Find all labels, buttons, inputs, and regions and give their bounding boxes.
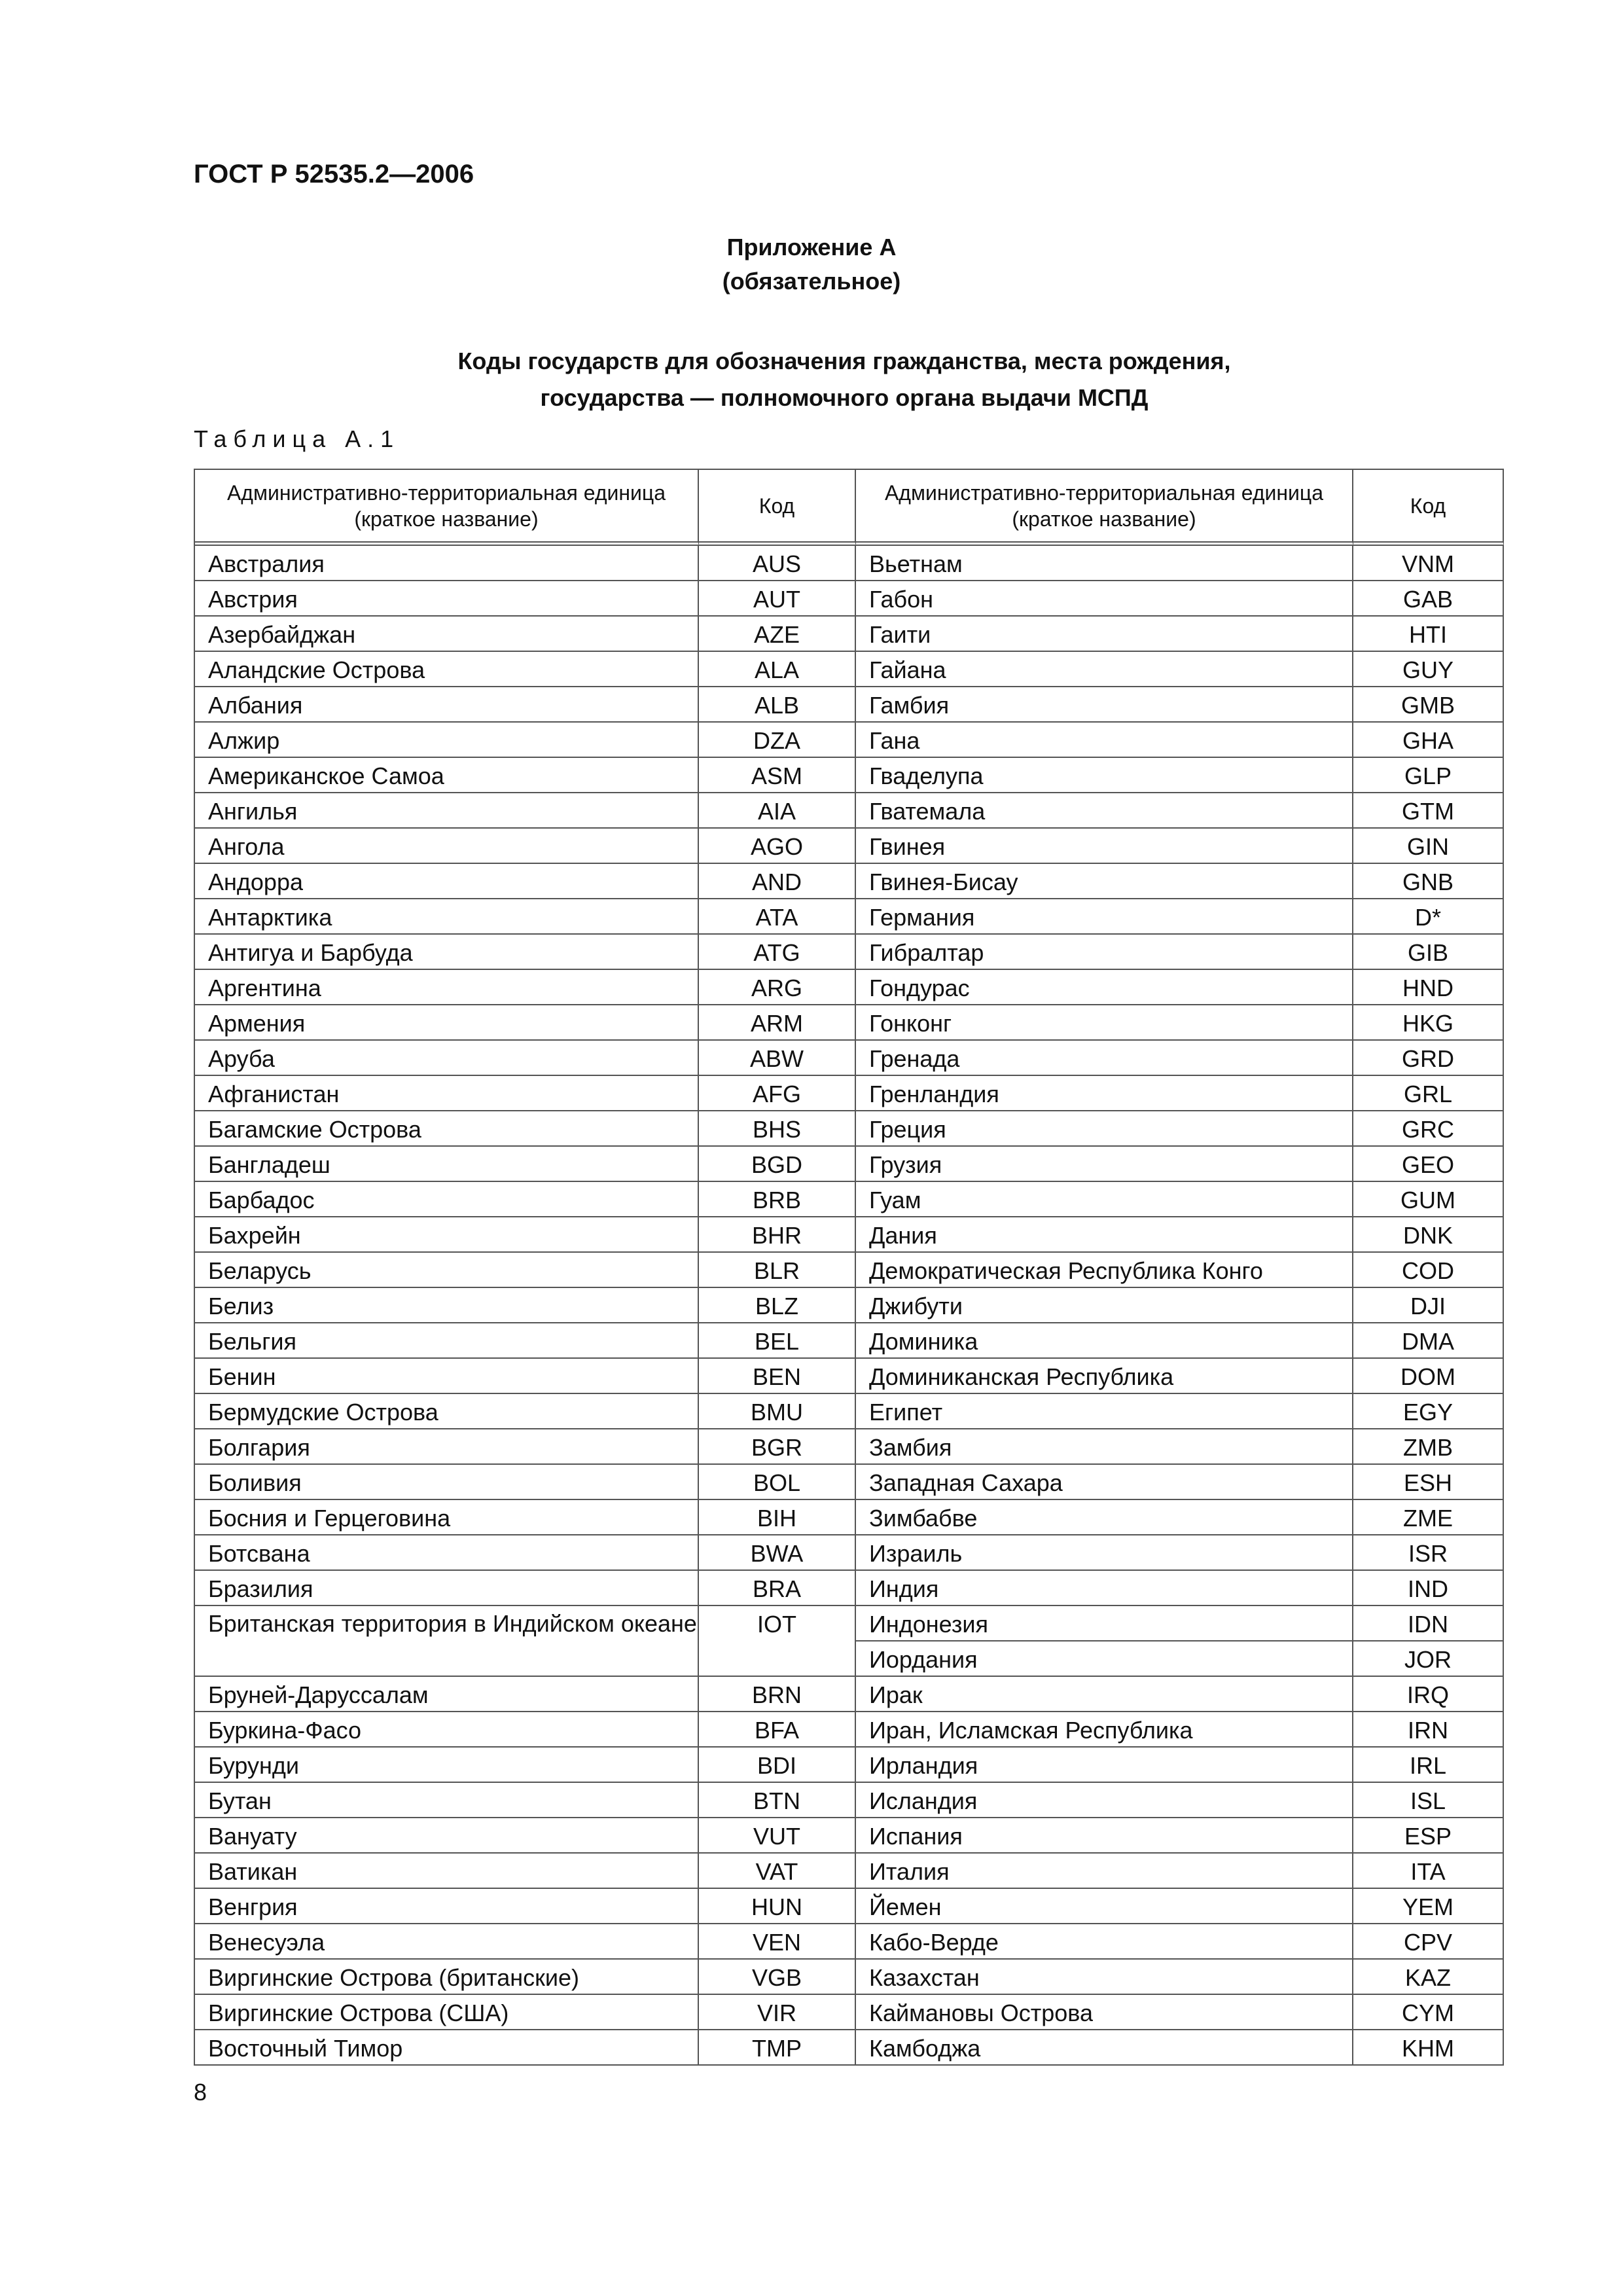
cell-code-right: YEM	[1353, 1889, 1504, 1924]
cell-name-right: Дания	[856, 1217, 1353, 1253]
cell-name-left: Ангилья	[195, 793, 699, 829]
table-row	[195, 1677, 1504, 1712]
cell-name-left: Аруба	[195, 1041, 699, 1076]
cell-code-left: BHS	[699, 1111, 856, 1147]
table-row	[195, 1182, 1504, 1217]
cell-code-left: VGB	[699, 1960, 856, 1995]
appendix-title: Приложение А	[726, 234, 897, 260]
cell-code-left: BGR	[699, 1429, 856, 1465]
table-row	[195, 1429, 1504, 1465]
cell-code-left: BDI	[699, 1748, 856, 1783]
cell-name-left: Болгария	[195, 1429, 699, 1465]
cell-name-right: Германия	[856, 899, 1353, 935]
cell-name-left: Албания	[195, 687, 699, 723]
cell-code-right: GHA	[1353, 723, 1504, 758]
cell-code-right: GAB	[1353, 581, 1504, 617]
cell-code-left: BLR	[699, 1253, 856, 1288]
appendix-status: (обязательное)	[722, 268, 901, 295]
cell-name-left: Андорра	[195, 864, 699, 899]
cell-name-right: Зимбабве	[856, 1500, 1353, 1535]
cell-code-left: BHR	[699, 1217, 856, 1253]
cell-name-right: Западная Сахара	[856, 1465, 1353, 1500]
cell-code-left: BOL	[699, 1465, 856, 1500]
cell-name-left: Буркина-Фасо	[195, 1712, 699, 1748]
cell-name-right: Гренландия	[856, 1076, 1353, 1111]
table-row	[195, 2030, 1504, 2066]
table-row	[195, 687, 1504, 723]
cell-name-right: Испания	[856, 1818, 1353, 1854]
cell-name-right: Гваделупа	[856, 758, 1353, 793]
cell-code-left: ARG	[699, 970, 856, 1005]
cell-name-left: Бразилия	[195, 1571, 699, 1606]
cell-code-left: ATG	[699, 935, 856, 970]
table-row	[195, 1748, 1504, 1783]
cell-code-left: BRA	[699, 1571, 856, 1606]
table-row	[195, 1394, 1504, 1429]
cell-code-left: BEN	[699, 1359, 856, 1394]
cell-code-right: DOM	[1353, 1359, 1504, 1394]
table-row	[195, 1288, 1504, 1323]
cell-code-right: GRD	[1353, 1041, 1504, 1076]
cell-code-right: ITA	[1353, 1854, 1504, 1889]
cell-name-right: Кабо-Верде	[856, 1924, 1353, 1960]
cell-name-left: Ботсвана	[195, 1535, 699, 1571]
table-row	[195, 793, 1504, 829]
cell-name-left: Аргентина	[195, 970, 699, 1005]
table-row	[195, 1147, 1504, 1182]
cell-code-right: IRN	[1353, 1712, 1504, 1748]
cell-name-left: Афганистан	[195, 1076, 699, 1111]
table-row	[195, 1041, 1504, 1076]
cell-name-right: Гайана	[856, 652, 1353, 687]
cell-name-right: Гамбия	[856, 687, 1353, 723]
cell-code-right: GIN	[1353, 829, 1504, 864]
cell-code-right: COD	[1353, 1253, 1504, 1288]
cell-code-right: GRC	[1353, 1111, 1504, 1147]
table-row	[195, 1995, 1504, 2030]
cell-code-left: DZA	[699, 723, 856, 758]
cell-name-left: Восточный Тимор	[195, 2030, 699, 2066]
cell-name-right: Йемен	[856, 1889, 1353, 1924]
appendix-block	[0, 230, 1623, 298]
country-codes-table	[194, 469, 1504, 2066]
cell-code-left: AGO	[699, 829, 856, 864]
cell-code-left: BLZ	[699, 1288, 856, 1323]
cell-code-left: VUT	[699, 1818, 856, 1854]
cell-name-left: Бельгия	[195, 1323, 699, 1359]
cell-code-left: ALB	[699, 687, 856, 723]
table-row	[195, 546, 1504, 581]
cell-name-left: Армения	[195, 1005, 699, 1041]
cell-name-right: Грузия	[856, 1147, 1353, 1182]
cell-code-left: BTN	[699, 1783, 856, 1818]
cell-code-right: ZME	[1353, 1500, 1504, 1535]
cell-code-left: ALA	[699, 652, 856, 687]
cell-code-left: AUT	[699, 581, 856, 617]
cell-name-left: Виргинские Острова (британские)	[195, 1960, 699, 1995]
table-row	[195, 935, 1504, 970]
table-row	[195, 1111, 1504, 1147]
cell-name-left: Виргинские Острова (США)	[195, 1995, 699, 2030]
cell-name-right: Доминиканская Республика	[856, 1359, 1353, 1394]
cell-name-left: Бурунди	[195, 1748, 699, 1783]
cell-code-right: ISL	[1353, 1783, 1504, 1818]
header-name-left: Административно-территориальная единица (краткое название)	[195, 470, 699, 546]
cell-name-left: Бутан	[195, 1783, 699, 1818]
cell-code-left: AND	[699, 864, 856, 899]
table-heading	[366, 343, 1322, 416]
cell-code-right: EGY	[1353, 1394, 1504, 1429]
cell-name-right: Ирландия	[856, 1748, 1353, 1783]
cell-code-right: IRL	[1353, 1748, 1504, 1783]
cell-code-left: TMP	[699, 2030, 856, 2066]
cell-code-right: DNK	[1353, 1217, 1504, 1253]
table-label: Таблица А.1	[194, 425, 401, 452]
cell-name-left: Беларусь	[195, 1253, 699, 1288]
table-row	[195, 1889, 1504, 1924]
cell-name-left: Багамские Острова	[195, 1111, 699, 1147]
cell-code-right: DMA	[1353, 1323, 1504, 1359]
cell-name-left: Американское Самоа	[195, 758, 699, 793]
cell-name-right: Габон	[856, 581, 1353, 617]
cell-code-right: IND	[1353, 1571, 1504, 1606]
heading-line-1: Коды государств для обозначения гражданства, места рождения,	[457, 348, 1231, 374]
cell-name-left: Британская территория в Индийском океане	[195, 1606, 699, 1677]
cell-name-left: Венесуэла	[195, 1924, 699, 1960]
table-row	[195, 1500, 1504, 1535]
cell-name-right: Индонезия	[856, 1606, 1353, 1641]
table-header-row	[195, 470, 1504, 546]
cell-code-right: GUY	[1353, 652, 1504, 687]
cell-code-right: HKG	[1353, 1005, 1504, 1041]
table-row	[195, 1924, 1504, 1960]
cell-code-right: ZMB	[1353, 1429, 1504, 1465]
cell-code-right: GTM	[1353, 793, 1504, 829]
cell-name-right: Вьетнам	[856, 546, 1353, 581]
cell-name-right: Исландия	[856, 1783, 1353, 1818]
header-code-right: Код	[1353, 470, 1504, 546]
cell-code-right: KAZ	[1353, 1960, 1504, 1995]
cell-code-left: VAT	[699, 1854, 856, 1889]
cell-name-left: Белиз	[195, 1288, 699, 1323]
table-row	[195, 723, 1504, 758]
cell-name-right: Камбоджа	[856, 2030, 1353, 2066]
table-row	[195, 864, 1504, 899]
cell-code-left: BRB	[699, 1182, 856, 1217]
cell-name-left: Антарктика	[195, 899, 699, 935]
cell-code-left: BFA	[699, 1712, 856, 1748]
cell-name-left: Бахрейн	[195, 1217, 699, 1253]
cell-code-left: AIA	[699, 793, 856, 829]
table-row	[195, 899, 1504, 935]
cell-code-right: HTI	[1353, 617, 1504, 652]
cell-name-right: Индия	[856, 1571, 1353, 1606]
cell-name-right: Ирак	[856, 1677, 1353, 1712]
cell-name-right: Доминика	[856, 1323, 1353, 1359]
cell-name-right: Иран, Исламская Республика	[856, 1712, 1353, 1748]
cell-code-left: BRN	[699, 1677, 856, 1712]
header-code-left: Код	[699, 470, 856, 546]
cell-name-right: Египет	[856, 1394, 1353, 1429]
table-row	[195, 1818, 1504, 1854]
cell-code-right: HND	[1353, 970, 1504, 1005]
table-row	[195, 829, 1504, 864]
document-code: ГОСТ Р 52535.2—2006	[194, 160, 474, 188]
cell-name-left: Вануату	[195, 1818, 699, 1854]
table-row	[195, 1217, 1504, 1253]
cell-name-left: Барбадос	[195, 1182, 699, 1217]
cell-name-right: Иордания	[856, 1641, 1353, 1677]
cell-name-right: Демократическая Республика Конго	[856, 1253, 1353, 1288]
cell-code-right: DJI	[1353, 1288, 1504, 1323]
cell-code-left: AFG	[699, 1076, 856, 1111]
cell-name-right: Греция	[856, 1111, 1353, 1147]
cell-code-left: BMU	[699, 1394, 856, 1429]
cell-name-left: Венгрия	[195, 1889, 699, 1924]
cell-name-left: Бенин	[195, 1359, 699, 1394]
cell-name-left: Бангладеш	[195, 1147, 699, 1182]
cell-code-left: ARM	[699, 1005, 856, 1041]
cell-code-right: KHM	[1353, 2030, 1504, 2066]
cell-code-right: GLP	[1353, 758, 1504, 793]
table-row	[195, 970, 1504, 1005]
cell-code-right: GIB	[1353, 935, 1504, 970]
cell-name-left: Бруней-Даруссалам	[195, 1677, 699, 1712]
cell-code-right: GUM	[1353, 1182, 1504, 1217]
table-row	[195, 1076, 1504, 1111]
table-row	[195, 617, 1504, 652]
cell-name-right: Гвинея	[856, 829, 1353, 864]
cell-name-right: Гвинея-Бисау	[856, 864, 1353, 899]
table-row	[195, 1606, 1504, 1677]
cell-code-left: ABW	[699, 1041, 856, 1076]
cell-code-left: HUN	[699, 1889, 856, 1924]
cell-code-right: GMB	[1353, 687, 1504, 723]
cell-code-right: CYM	[1353, 1995, 1504, 2030]
cell-name-right: Гуам	[856, 1182, 1353, 1217]
heading-line-2: государства — полномочного органа выдачи МСПД	[540, 384, 1149, 411]
table-row	[195, 1712, 1504, 1748]
table-row	[195, 1465, 1504, 1500]
cell-name-right: Италия	[856, 1854, 1353, 1889]
cell-name-right: Гибралтар	[856, 935, 1353, 970]
cell-code-left: AZE	[699, 617, 856, 652]
cell-code-right: GEO	[1353, 1147, 1504, 1182]
cell-code-right: GNB	[1353, 864, 1504, 899]
table-row	[195, 581, 1504, 617]
cell-code-left: ASM	[699, 758, 856, 793]
cell-name-left: Бермудские Острова	[195, 1394, 699, 1429]
table-row	[195, 652, 1504, 687]
cell-code-right: ESP	[1353, 1818, 1504, 1854]
cell-code-left: VIR	[699, 1995, 856, 2030]
table-row	[195, 1783, 1504, 1818]
cell-code-right: D*	[1353, 899, 1504, 935]
cell-name-left: Ангола	[195, 829, 699, 864]
cell-code-left: BIH	[699, 1500, 856, 1535]
table-row	[195, 1005, 1504, 1041]
cell-name-left: Ватикан	[195, 1854, 699, 1889]
table-row	[195, 1359, 1504, 1394]
cell-code-left: IOT	[699, 1606, 856, 1677]
cell-name-left: Азербайджан	[195, 617, 699, 652]
cell-code-right: VNM	[1353, 546, 1504, 581]
cell-name-left: Алжир	[195, 723, 699, 758]
cell-name-right: Гонконг	[856, 1005, 1353, 1041]
cell-name-right: Казахстан	[856, 1960, 1353, 1995]
cell-code-right: CPV	[1353, 1924, 1504, 1960]
cell-name-left: Антигуа и Барбуда	[195, 935, 699, 970]
cell-code-left: AUS	[699, 546, 856, 581]
cell-name-right: Гондурас	[856, 970, 1353, 1005]
cell-name-left: Босния и Герцеговина	[195, 1500, 699, 1535]
cell-code-right: ESH	[1353, 1465, 1504, 1500]
cell-code-right: IDN	[1353, 1606, 1504, 1641]
split-right-cells	[856, 1606, 1504, 1677]
cell-name-left: Боливия	[195, 1465, 699, 1500]
cell-code-left: VEN	[699, 1924, 856, 1960]
cell-code-right: JOR	[1353, 1641, 1504, 1677]
cell-name-right: Каймановы Острова	[856, 1995, 1353, 2030]
cell-name-right: Джибути	[856, 1288, 1353, 1323]
table-row	[195, 1854, 1504, 1889]
cell-code-left: ATA	[699, 899, 856, 935]
cell-code-left: BGD	[699, 1147, 856, 1182]
cell-name-right: Гаити	[856, 617, 1353, 652]
table-row	[195, 1571, 1504, 1606]
table-row	[195, 1960, 1504, 1995]
cell-name-left: Аландские Острова	[195, 652, 699, 687]
cell-code-right: ISR	[1353, 1535, 1504, 1571]
cell-name-right: Гана	[856, 723, 1353, 758]
table-row	[195, 1253, 1504, 1288]
cell-code-right: IRQ	[1353, 1677, 1504, 1712]
cell-code-left: BEL	[699, 1323, 856, 1359]
cell-name-right: Замбия	[856, 1429, 1353, 1465]
table-row	[195, 1535, 1504, 1571]
cell-name-right: Гренада	[856, 1041, 1353, 1076]
cell-name-right: Гватемала	[856, 793, 1353, 829]
page-number: 8	[194, 2079, 207, 2106]
cell-code-right: GRL	[1353, 1076, 1504, 1111]
cell-name-right: Израиль	[856, 1535, 1353, 1571]
table-row	[195, 1323, 1504, 1359]
cell-name-left: Австралия	[195, 546, 699, 581]
cell-code-left: BWA	[699, 1535, 856, 1571]
cell-name-left: Австрия	[195, 581, 699, 617]
header-name-right: Административно-территориальная единица (краткое название)	[856, 470, 1353, 546]
table-row	[195, 758, 1504, 793]
